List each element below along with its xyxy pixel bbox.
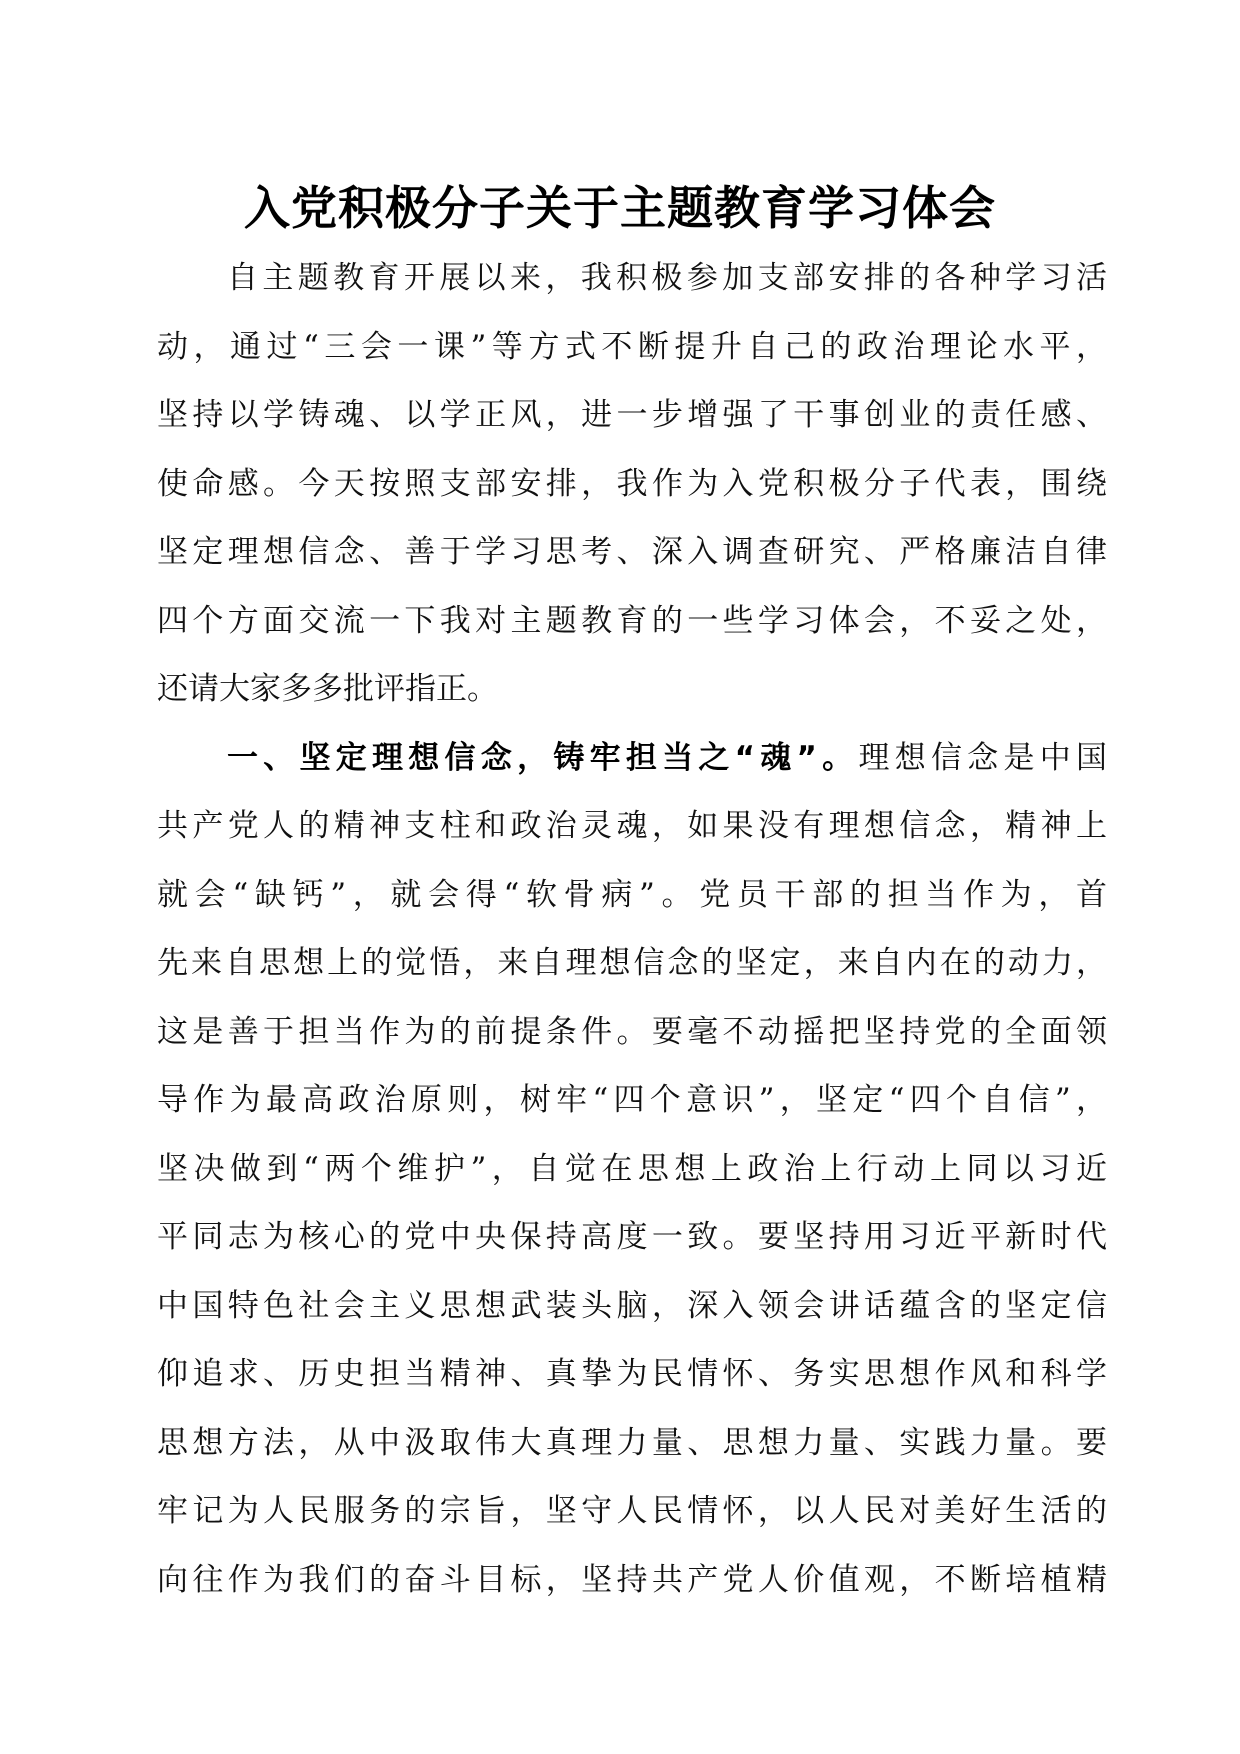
text-line: 向往作为我们的奋斗目标，坚持共产党人价值观，不断培植精 bbox=[157, 1561, 1107, 1598]
text-line: 坚决做到“两个维护”，自觉在思想上政治上行动上同以习近 bbox=[157, 1150, 1107, 1187]
text-line: 动，通过“三会一课”等方式不断提升自己的政治理论水平， bbox=[157, 328, 1107, 365]
document-body bbox=[157, 244, 1107, 1614]
text-line: 使命感。今天按照支部安排，我作为入党积极分子代表，围绕 bbox=[157, 465, 1107, 502]
text-line: 就会“缺钙”，就会得“软骨病”。党员干部的担当作为，首 bbox=[157, 876, 1107, 913]
section-heading: 一、坚定理想信念，铸牢担当之“魂”。 bbox=[227, 739, 859, 776]
section-heading-line bbox=[157, 724, 1107, 793]
text-line: 共产党人的精神支柱和政治灵魂，如果没有理想信念，精神上 bbox=[157, 808, 1107, 844]
text-line: 思想方法，从中汲取伟大真理力量、思想力量、实践力量。要 bbox=[157, 1424, 1107, 1461]
text-line: 牢记为人民服务的宗旨，坚守人民情怀，以人民对美好生活的 bbox=[157, 1493, 1107, 1529]
text-line: 坚持以学铸魂、以学正风，进一步增强了干事创业的责任感、 bbox=[157, 397, 1107, 433]
section-heading-rest: 理想信念是中国 bbox=[858, 739, 1107, 776]
text-line: 坚定理想信念、善于学习思考、深入调查研究、严格廉洁自律 bbox=[157, 534, 1107, 570]
text-line: 中国特色社会主义思想武装头脑，深入领会讲话蕴含的坚定信 bbox=[157, 1287, 1107, 1324]
text-line: 仰追求、历史担当精神、真挚为民情怀、务实思想作风和科学 bbox=[157, 1356, 1107, 1392]
text-line: 四个方面交流一下我对主题教育的一些学习体会，不妥之处， bbox=[157, 602, 1107, 639]
intro-paragraph bbox=[157, 244, 1107, 724]
text-line: 导作为最高政治原则，树牢“四个意识”，坚定“四个自信”， bbox=[157, 1082, 1107, 1118]
text-line: 这是善于担当作为的前提条件。要毫不动摇把坚持党的全面领 bbox=[157, 1013, 1107, 1050]
text-line: 先来自思想上的觉悟，来自理想信念的坚定，来自内在的动力， bbox=[157, 945, 1107, 981]
section-one-paragraph bbox=[157, 724, 1107, 1615]
text-line: 还请大家多多批评指正。 bbox=[157, 671, 498, 707]
text-line: 自主题教育开展以来，我积极参加支部安排的各种学习活 bbox=[227, 260, 1107, 296]
text-line: 平同志为核心的党中央保持高度一致。要坚持用习近平新时代 bbox=[157, 1219, 1107, 1255]
document-title: 入党积极分子关于主题教育学习体会 bbox=[244, 181, 996, 235]
